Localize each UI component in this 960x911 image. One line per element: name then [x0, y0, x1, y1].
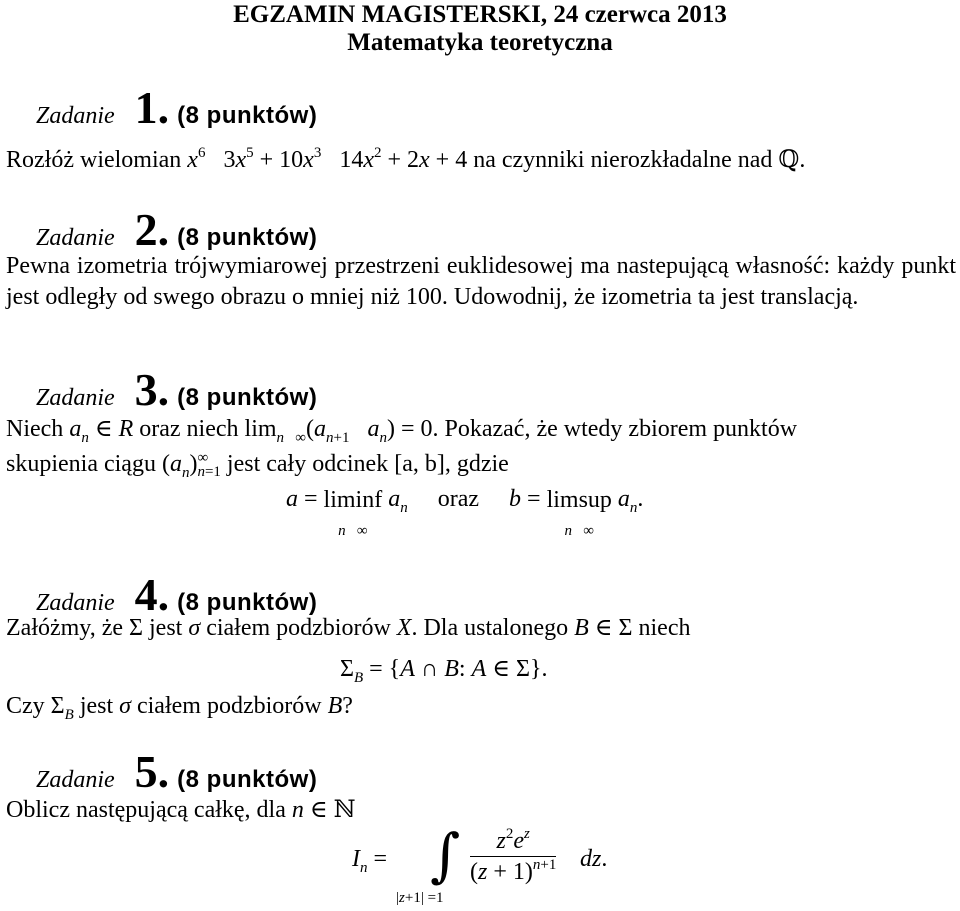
sigma-b-formula: $\Sigma_B = \{A$ ∩ B: A ∈ Σ}.: [340, 656, 548, 686]
zadanie-label: Zadanie: [36, 590, 115, 616]
problem-1-heading: [36, 82, 318, 133]
points-label: (8 punktów): [177, 766, 318, 793]
problem-2-text: Pewna izometria trójwymiarowej przestrzeni euklidesowej ma nastepującą własność: każdy punkt jest odległy od swego obrazu o mniej niż 100. Udowodnij, że izometria ta jest translacją.: [6, 253, 956, 310]
problem-4-text-part: ciałem podzbiorów: [136, 693, 322, 719]
problem-4-text-part: Dla ustalonego: [423, 615, 569, 641]
problem-1-text-part: na czynniki nierozkładalne nad ℚ.: [473, 147, 806, 173]
problem-3-text-part: skupienia ciągu: [6, 451, 156, 477]
problem-3-text-part: Niech: [6, 416, 64, 442]
problem-5-text: Oblicz następującą całkę, dla n ∈ ℕ: [6, 797, 356, 823]
points-label: (8 punktów): [177, 102, 318, 129]
sequence-formula: $(a_n)$ ∞ n=1: [161, 450, 221, 481]
limit-formula: $\lim_{n \infty}(a_{n+1}$ $a_n) = 0$.: [244, 416, 439, 446]
problem-3-line-1: [6, 415, 798, 446]
points-label: (8 punktów): [177, 589, 318, 616]
problem-4-text-part: Czy: [6, 693, 45, 719]
problem-4-line-1: Załóżmy, że Σ jest σ ciałem podzbiorów X. Dla ustalonego B ∈ Σ niech: [6, 615, 691, 641]
problem-number: 3.: [134, 364, 170, 415]
problem-4-text-part: jest: [79, 693, 114, 719]
problem-4-text-part: niech: [638, 615, 691, 641]
problem-5-text-part: Oblicz następującą całkę, dla: [6, 797, 286, 823]
liminf-limsup-formula: a = liminf n ∞ $a_n$ oraz b = limsup n ∞ $a_n$.: [286, 486, 644, 539]
problem-number: 2.: [134, 204, 170, 255]
problem-4-question: Czy $\Sigma_B$ jest σ ciałem podzbiorów B?: [6, 693, 353, 723]
problem-3-heading: [36, 364, 318, 415]
problem-number: 4.: [134, 569, 170, 620]
points-label: (8 punktów): [177, 384, 318, 411]
zadanie-label: Zadanie: [36, 225, 115, 251]
problem-1-text: [6, 146, 805, 174]
integral-formula: $I_n$ = ∫ |z+1| =1 $\frac{z^2e^z}{(z + 1)^{n+1}}$ dz.: [352, 821, 608, 906]
problem-number: 5.: [134, 746, 170, 797]
problem-1-text-part: Rozłóż wielomian: [6, 147, 182, 173]
problem-4-text-part: ciałem podzbiorów: [206, 615, 391, 641]
problem-5-heading: [36, 746, 318, 797]
problem-4-text-part: Załóżmy, że Σ jest: [6, 615, 183, 641]
zadanie-label: Zadanie: [36, 385, 115, 411]
oraz-word: oraz: [437, 486, 480, 512]
zadanie-label: Zadanie: [36, 103, 115, 129]
problem-2-heading: [36, 204, 318, 255]
problem-number: 1.: [134, 82, 170, 133]
problem-3-text-part: oraz niech: [139, 416, 239, 442]
problem-3-text-part: Pokazać, że wtedy zbiorem punktów: [444, 416, 798, 442]
problem-3-line-2: [6, 450, 509, 479]
exam-title: EGZAMIN MAGISTERSKI, 24 czerwca 2013: [233, 1, 727, 28]
polynomial-formula: $x^6$ $3x^5 + 10x^3$ $14x^2 + 2x + 4$: [187, 145, 468, 173]
problem-3-text-part: jest cały odcinek [a, b], gdzie: [226, 451, 509, 477]
points-label: (8 punktów): [177, 224, 318, 251]
problem-4-heading: [36, 569, 318, 620]
sequence-term-formula: $a_n$ ∈ R: [69, 416, 134, 446]
zadanie-label: Zadanie: [36, 767, 115, 793]
exam-subtitle: Matematyka teoretyczna: [347, 29, 613, 56]
